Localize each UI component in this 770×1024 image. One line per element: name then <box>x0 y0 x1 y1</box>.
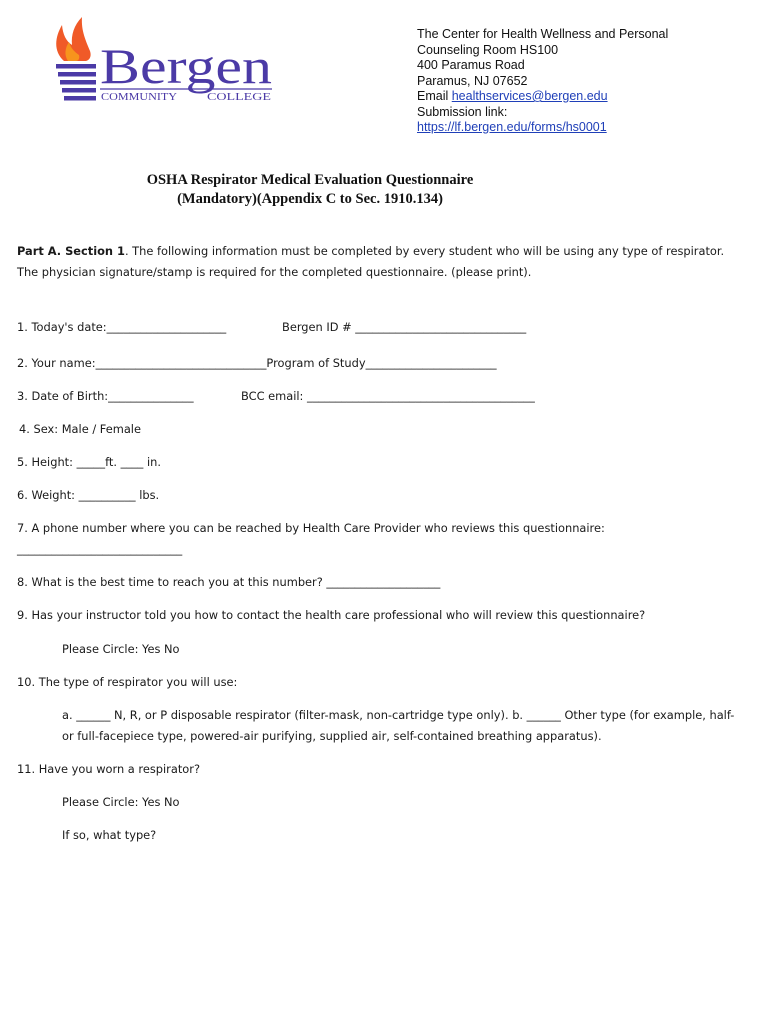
part-label: Part A. Section 1 <box>17 244 125 258</box>
question-phone-blank[interactable]: _____________________________ <box>17 542 183 556</box>
question-respirator-type-line-1[interactable]: a. ______ N, R, or P disposable respirator (filter-mask, non-cartridge type only). b. ______ Other type (for example, half- <box>62 708 735 722</box>
address-line: Counseling Room HS100 <box>417 42 559 57</box>
question-bcc-email[interactable]: BCC email: ________________________________________ <box>241 389 535 403</box>
question-phone: 7. A phone number where you can be reached by Health Care Provider who reviews this questionnaire: <box>17 521 605 535</box>
question-date-of-birth[interactable]: 3. Date of Birth:_______________ <box>17 389 194 403</box>
question-worn-respirator: 11. Have you worn a respirator? <box>17 762 201 776</box>
question-height[interactable]: 5. Height: _____ft. ____ in. <box>17 455 162 469</box>
question-worn-respirator-circle[interactable]: Please Circle: Yes No <box>62 795 180 809</box>
question-name-program[interactable]: 2. Your name:______________________________Program of Study_______________________ <box>17 356 497 370</box>
document-title: OSHA Respirator Medical Evaluation Questionnaire <box>146 172 474 188</box>
address-block <box>417 27 668 136</box>
bergen-logo-graphic <box>52 15 274 107</box>
question-respirator-type-line-2: or full-facepiece type, powered-air purifying, supplied air, self-contained breathing apparatus). <box>62 729 602 743</box>
email-label: Email <box>417 89 452 103</box>
bergen-logo <box>52 15 274 107</box>
question-worn-respirator-type[interactable]: If so, what type? <box>62 828 157 842</box>
address-line: 400 Paramus Road <box>417 58 525 72</box>
question-best-time[interactable]: 8. What is the best time to reach you at this number? ____________________ <box>17 575 441 589</box>
question-respirator-type: 10. The type of respirator you will use: <box>17 675 238 689</box>
intro-line-1-text: . The following information must be completed by every student who will be using any type of respirator. <box>124 244 725 258</box>
logo-sub-left: COMMUNITY <box>101 92 178 103</box>
question-instructor-circle[interactable]: Please Circle: Yes No <box>62 642 180 656</box>
address-line: The Center for Health Wellness and Personal <box>417 27 669 41</box>
question-todays-date[interactable]: 1. Today's date:_____________________ <box>17 320 227 334</box>
question-instructor-contact: 9. Has your instructor told you how to contact the health care professional who will review this questionnaire? <box>17 608 646 622</box>
question-weight[interactable]: 6. Weight: __________ lbs. <box>17 488 160 502</box>
question-bergen-id[interactable]: Bergen ID # ______________________________ <box>282 320 527 334</box>
question-sex[interactable]: 4. Sex: Male / Female <box>19 422 141 436</box>
document-subtitle: (Mandatory)(Appendix C to Sec. 1910.134) <box>177 191 443 207</box>
address-line: Paramus, NJ 07652 <box>417 73 528 88</box>
intro-line-2: The physician signature/stamp is required for the completed questionnaire. (please print). <box>17 265 532 279</box>
submission-label: Submission link: <box>417 104 508 119</box>
email-link[interactable]: healthservices@bergen.edu <box>451 89 608 103</box>
submission-link[interactable]: https://lf.bergen.edu/forms/hs0001 <box>417 120 607 134</box>
email-line <box>417 89 668 105</box>
logo-sub-right: COLLEGE <box>207 92 271 103</box>
logo-name: Bergen <box>100 38 272 94</box>
intro-line-1 <box>17 244 724 258</box>
torch-stripes-icon <box>56 64 96 101</box>
